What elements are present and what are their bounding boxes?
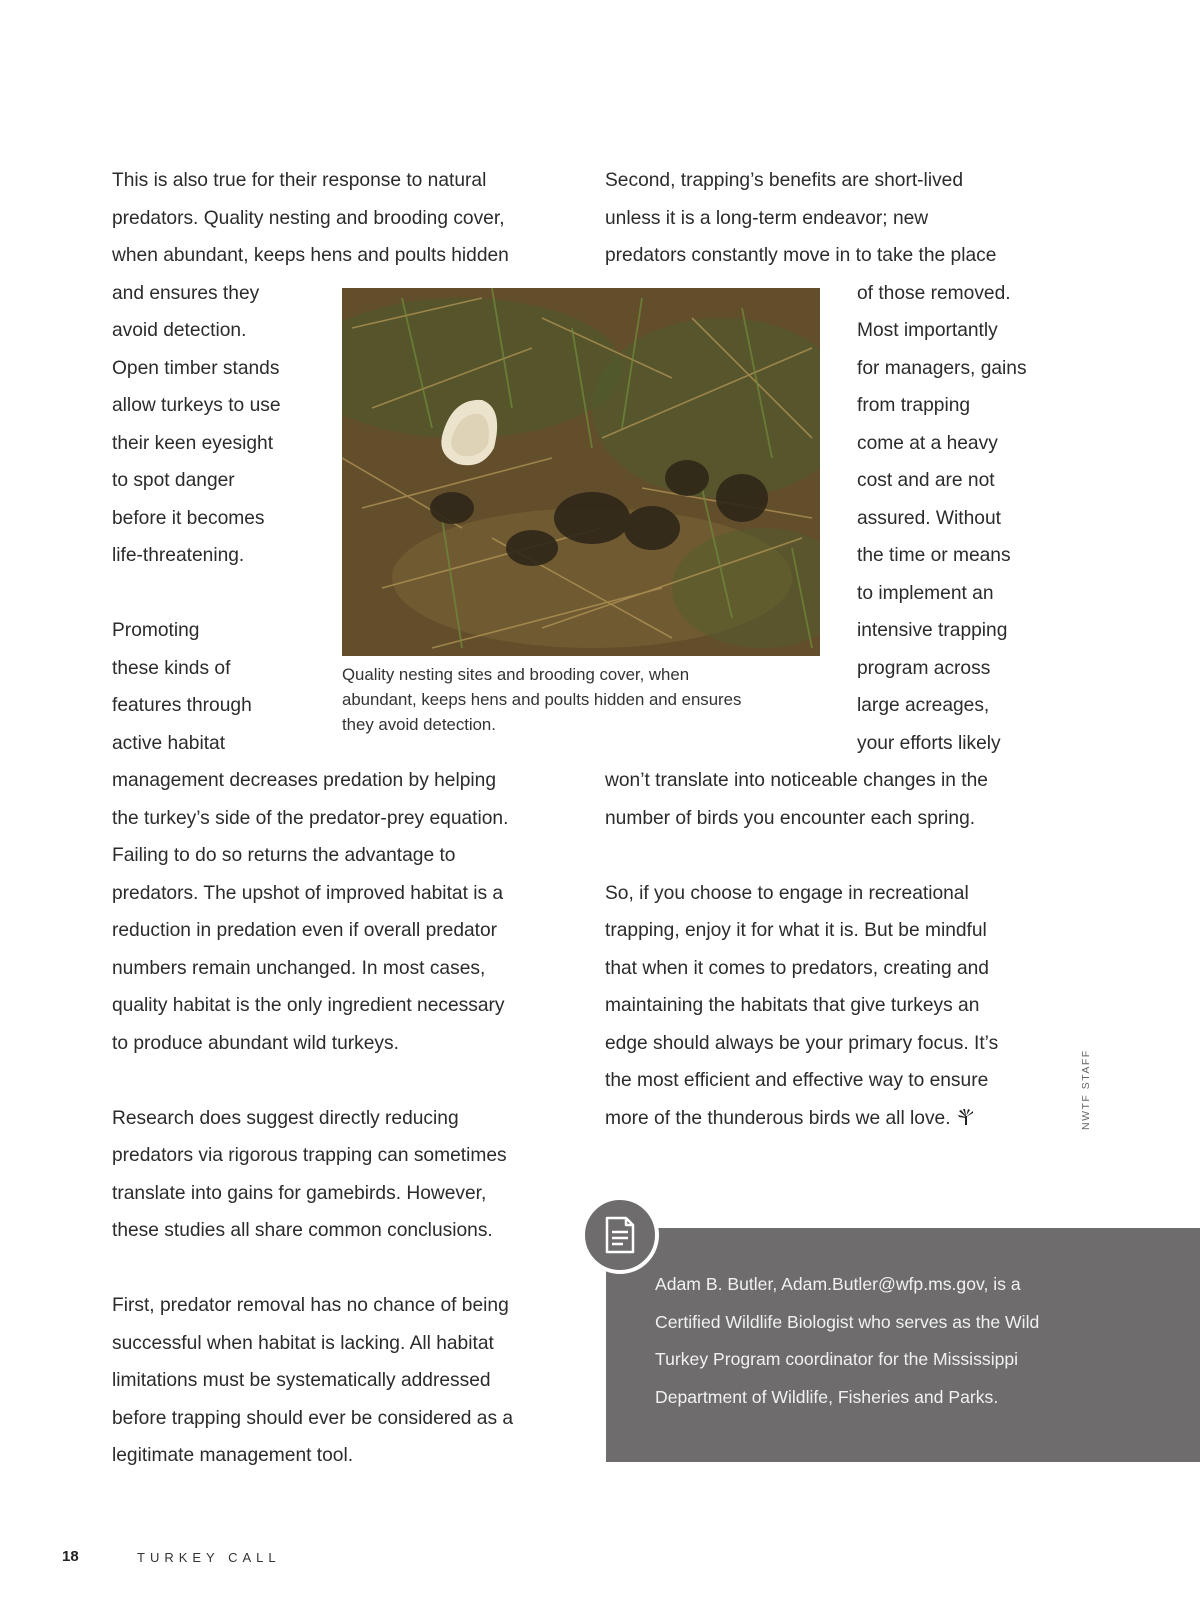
right-col-line: So, if you choose to engage in recreational [605, 883, 969, 904]
bio-line: Adam B. Butler, Adam.Butler@wfp.ms.gov, is a [655, 1274, 1021, 1294]
right-col-line: unless it is a long-term endeavor; new [605, 208, 929, 229]
right-col-line: for managers, gains [857, 358, 1027, 379]
right-col-line: Most importantly [857, 320, 998, 341]
right-col-line: Second, trapping’s benefits are short-lived [605, 170, 964, 191]
left-col-line: Promoting [112, 620, 200, 641]
right-col-last-text: more of the thunderous birds we all love. [605, 1108, 951, 1129]
right-col-line: program across [857, 658, 991, 679]
left-col-line: translate into gains for gamebirds. However, [112, 1183, 487, 1204]
left-col-line: and ensures they [112, 283, 260, 304]
right-col-line: predators constantly move in to take the place [605, 245, 997, 266]
left-col-line: these studies all share common conclusions. [112, 1220, 493, 1241]
right-col-line: that when it comes to predators, creating and [605, 958, 989, 979]
left-col-line: predators. The upshot of improved habitat is a [112, 883, 504, 904]
left-col-line: features through [112, 695, 252, 716]
left-col-line: This is also true for their response to natural [112, 170, 487, 191]
right-col-line: edge should always be your primary focus. It’s [605, 1033, 999, 1054]
right-col-line: the time or means [857, 545, 1011, 566]
left-col-line: before it becomes [112, 508, 265, 529]
left-col-line: the turkey’s side of the predator-prey equation. [112, 808, 509, 829]
left-col-line: Research does suggest directly reducing [112, 1108, 459, 1129]
page-number: 18 [62, 1548, 79, 1565]
document-icon [581, 1196, 659, 1274]
right-col-line: maintaining the habitats that give turkeys an [605, 995, 980, 1016]
right-col-line: your efforts likely [857, 733, 1001, 754]
author-bio-box [606, 1228, 1200, 1462]
right-col-line: assured. Without [857, 508, 1001, 529]
left-col-line: allow turkeys to use [112, 395, 281, 416]
turkey-end-mark-icon [957, 1108, 975, 1126]
right-col-line: intensive trapping [857, 620, 1008, 641]
caption-line: they avoid detection. [342, 715, 496, 734]
right-col-line: come at a heavy [857, 433, 998, 454]
left-col-line: reduction in predation even if overall predator [112, 920, 498, 941]
left-col-line: these kinds of [112, 658, 231, 679]
left-col-line: numbers remain unchanged. In most cases, [112, 958, 486, 979]
photo-credit: NWTF STAFF [1080, 1049, 1092, 1130]
left-col-line: successful when habitat is lacking. All habitat [112, 1333, 494, 1354]
caption-line: Quality nesting sites and brooding cover, when [342, 665, 690, 684]
bio-line: Department of Wildlife, Fisheries and Parks. [655, 1387, 999, 1407]
right-col-line: trapping, enjoy it for what it is. But be mindful [605, 920, 987, 941]
right-col-line: the most efficient and effective way to ensure [605, 1070, 989, 1091]
left-col-line: when abundant, keeps hens and poults hidden [112, 245, 509, 266]
left-col-line: management decreases predation by helping [112, 770, 497, 791]
right-col-line: of those removed. [857, 283, 1011, 304]
bio-line: Turkey Program coordinator for the Mississippi [655, 1349, 1019, 1369]
right-col-line: from trapping [857, 395, 971, 416]
left-col-line: life-threatening. [112, 545, 245, 566]
right-col-line-last [605, 1107, 975, 1131]
bio-line: Certified Wildlife Biologist who serves as the Wild [655, 1312, 1040, 1332]
right-col-line: number of birds you encounter each spring. [605, 808, 976, 829]
left-col-line: active habitat [112, 733, 226, 754]
publication-name: TURKEY CALL [137, 1550, 281, 1565]
left-col-line: First, predator removal has no chance of being [112, 1295, 509, 1316]
right-col-line: won’t translate into noticeable changes in the [605, 770, 988, 791]
left-col-line: Open timber stands [112, 358, 280, 379]
right-col-line: cost and are not [857, 470, 995, 491]
left-col-line: to produce abundant wild turkeys. [112, 1033, 399, 1054]
right-col-line: large acreages, [857, 695, 990, 716]
left-col-line: predators via rigorous trapping can sometimes [112, 1145, 507, 1166]
left-col-line: limitations must be systematically addressed [112, 1370, 491, 1391]
left-col-line: quality habitat is the only ingredient necessary [112, 995, 505, 1016]
left-col-line: legitimate management tool. [112, 1445, 354, 1466]
photo-caption [342, 662, 812, 737]
nest-photo [342, 288, 820, 656]
left-col-line: before trapping should ever be considered as a [112, 1408, 514, 1429]
nest-photo-image [342, 288, 820, 656]
left-col-line: avoid detection. [112, 320, 247, 341]
left-col-line: Failing to do so returns the advantage to [112, 845, 456, 866]
right-col-line: to implement an [857, 583, 994, 604]
left-col-line: predators. Quality nesting and brooding cover, [112, 208, 505, 229]
caption-line: abundant, keeps hens and poults hidden and ensures [342, 690, 742, 709]
left-col-line: to spot danger [112, 470, 235, 491]
left-col-line: their keen eyesight [112, 433, 274, 454]
